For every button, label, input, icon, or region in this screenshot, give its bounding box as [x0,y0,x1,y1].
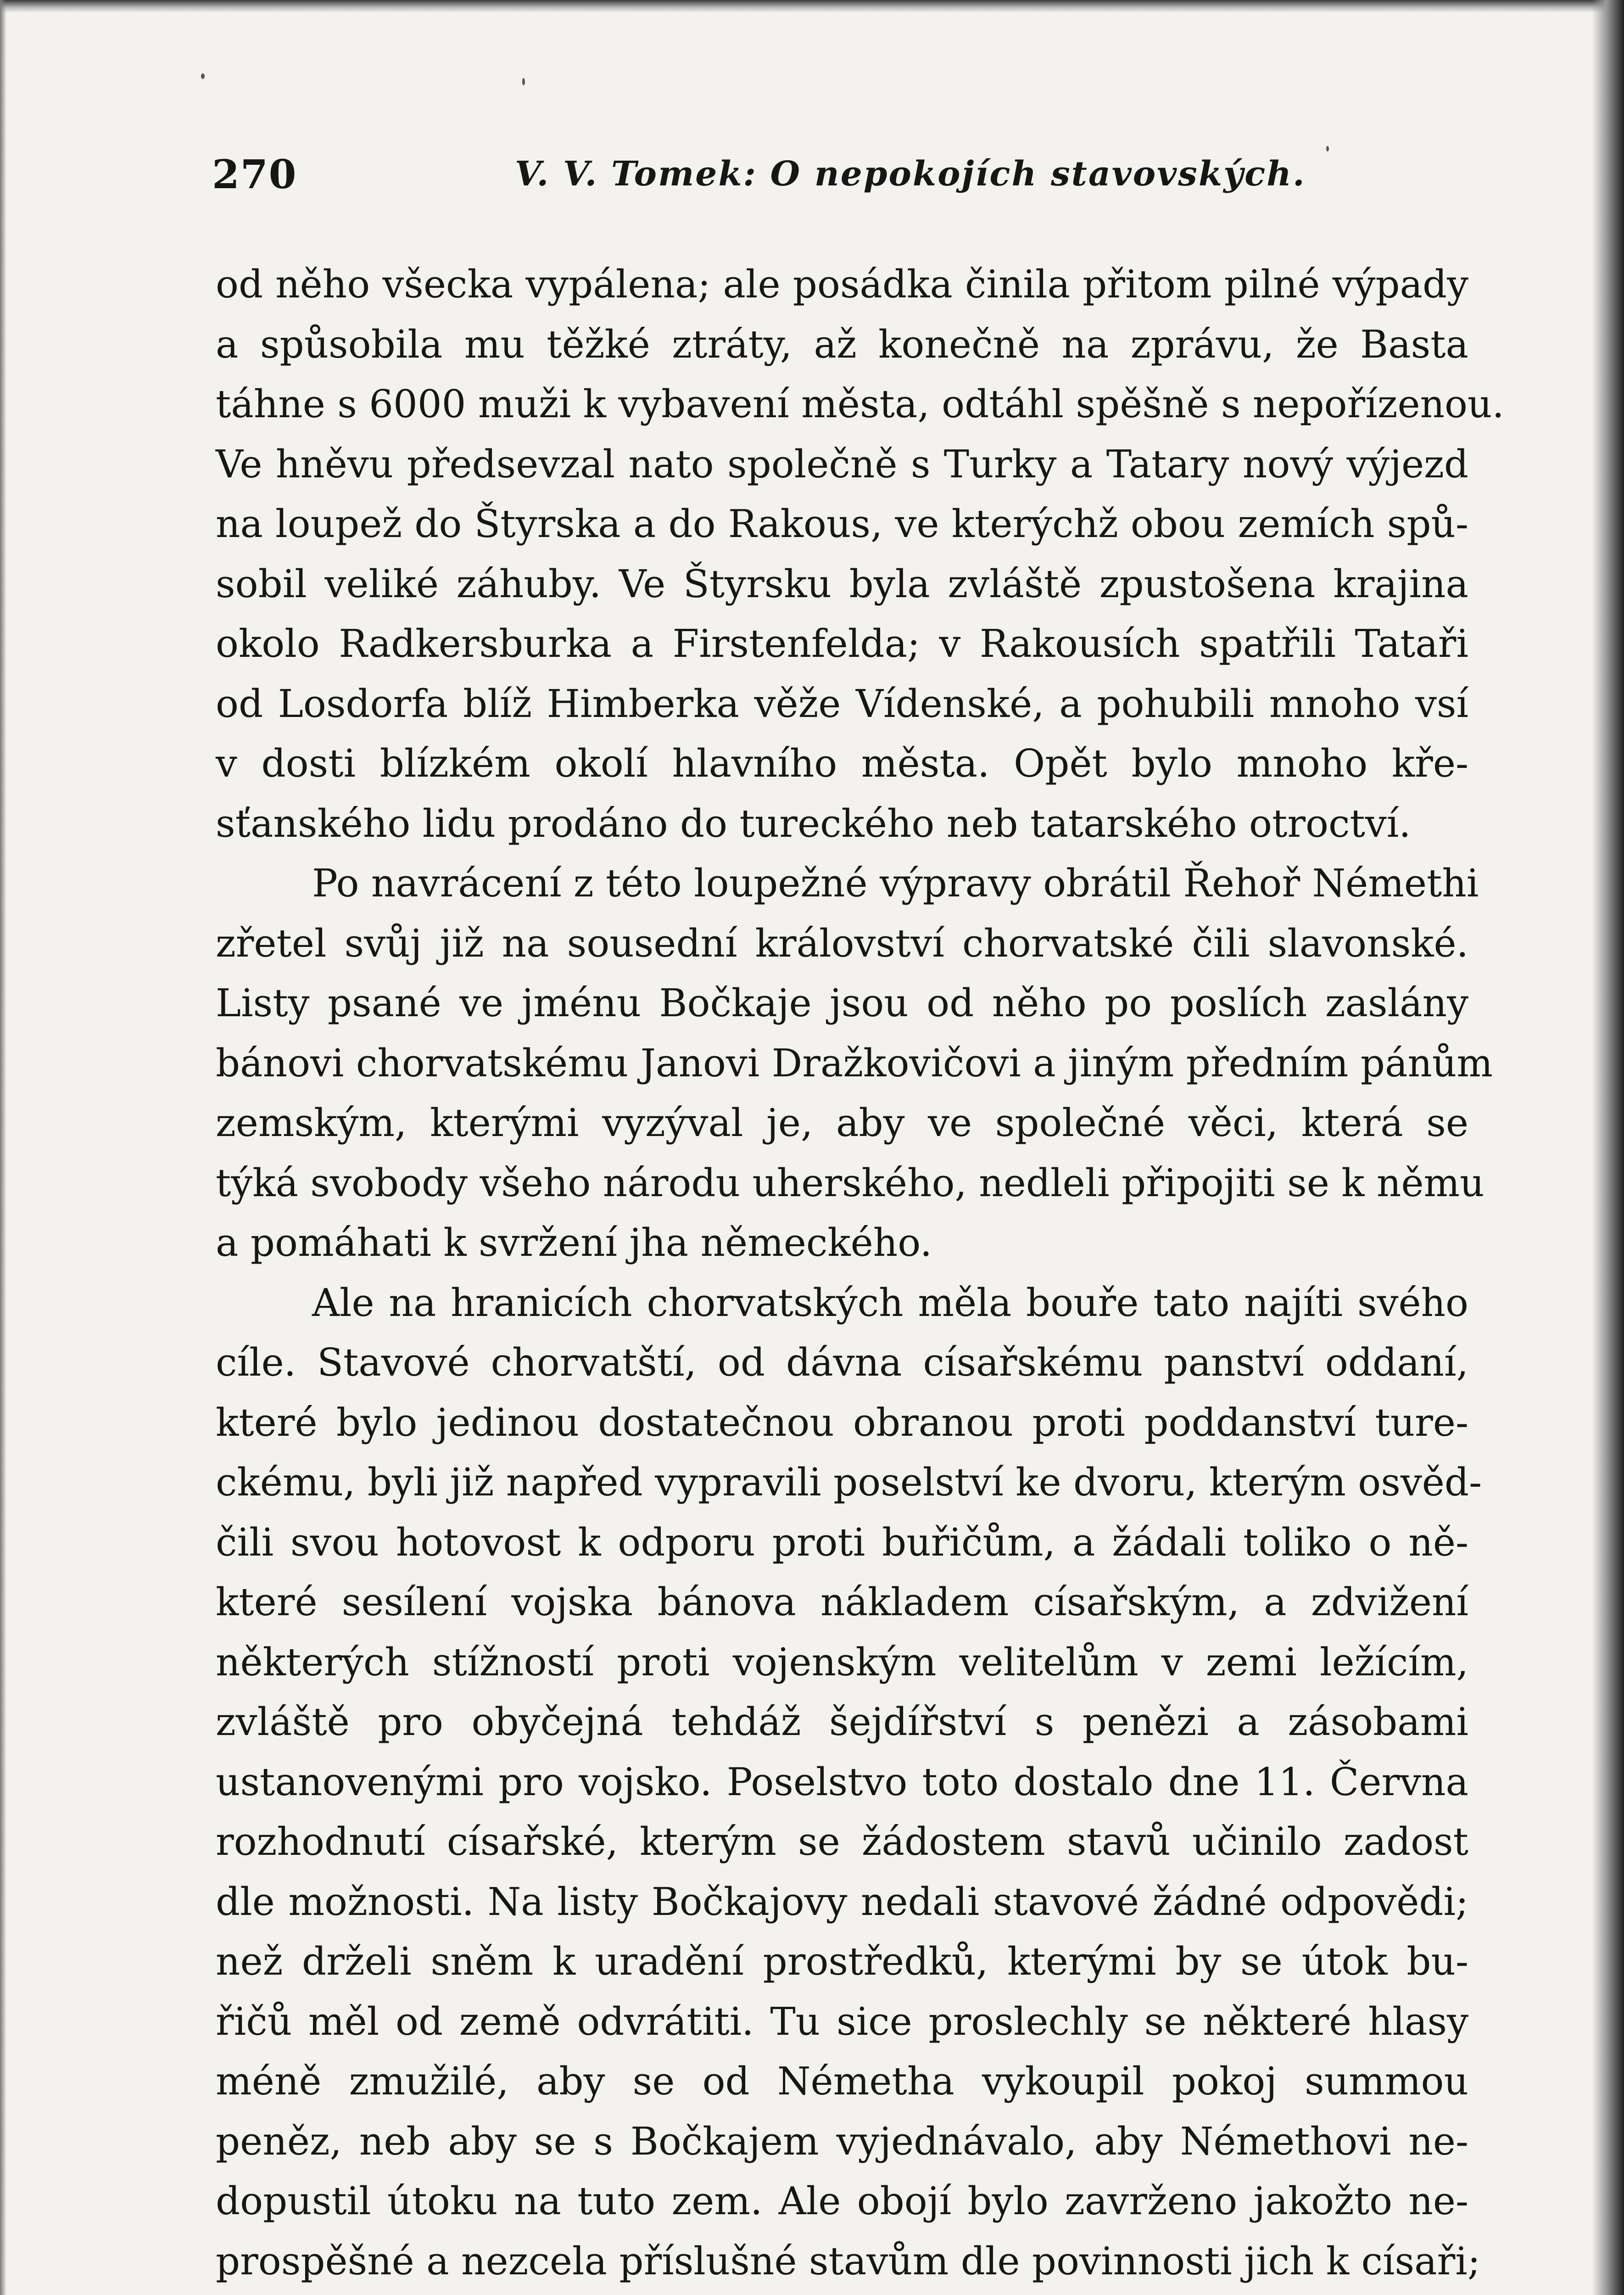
scan-edge-right [1592,0,1624,2295]
text-line: sťanského lidu prodáno do tureckého neb tatarského otroctví. [216,801,1411,846]
text-line: peněz, neb aby se s Bočkajem vyjednávalo, aby Némethovi ne- [216,2119,1468,2164]
text-line: sobil veliké záhuby. Ve Štyrsku byla zvláště zpustošena krajina [216,561,1468,606]
text-line: než drželi sněm k uradění prostředků, kterými by se útok bu- [216,1939,1468,1984]
text-line: řičů měl od země odvrátiti. Tu sice proslechly se některé hlasy [216,1999,1468,2044]
page-header [212,151,1451,207]
text-line: zvláště pro obyčejná tehdáž šejdířství s penězi a zásobami [216,1700,1468,1744]
text-line: které sesílení vojska bánova nákladem císařským, a zdvižení [216,1580,1468,1624]
text-line: prospěšné a nezcela příslušné stavům dle povinnosti jich k císaři; [216,2239,1480,2284]
text-line: zřetel svůj již na sousední království chorvatské čili slavonské. [216,921,1468,966]
text-line: a pomáhati k svržení jha německého. [216,1220,932,1265]
text-line: dle možnosti. Na listy Bočkajovy nedali stavové žádné odpovědi; [216,1879,1468,1924]
text-line [216,2291,1468,2295]
text-line: okolo Radkersburka a Firstenfelda; v Rakousích spatřili Tataři [216,621,1468,666]
text-line: které bylo jedinou dostatečnou obranou proti poddanství ture- [216,1400,1468,1445]
text-line: zemským, kterými vyzýval je, aby ve společné věci, která se [216,1101,1468,1145]
scan-edge-top [0,0,1624,13]
text-line: rozhodnutí císařské, kterým se žádostem stavů učinilo zadost [216,1819,1468,1864]
text-line: týká svobody všeho národu uherského, nedleli připojiti se k němu [216,1160,1484,1205]
body-text [216,255,1504,2295]
scan-speck [522,78,525,85]
text-line: na loupež do Štyrska a do Rakous, ve kterýchž obou zemích spů- [216,502,1468,546]
running-head: V. V. Tomek: O nepokojích stavovských. [515,154,1306,194]
text-line: táhne s 6000 muži k vybavení města, odtáhl spěšně s nepořízenou. [216,382,1504,426]
text-line: dopustil útoku na tuto zem. Ale obojí bylo zavrženo jakožto ne- [216,2179,1468,2223]
text-line: od něho všecka vypálena; ale posádka činila přitom pilné výpady [216,262,1468,307]
scan-speck [1326,146,1329,151]
scan-edge-left [0,0,6,2295]
text-line: Po navrácení z této loupežné výpravy obrátil Řehoř Némethi [312,861,1479,906]
text-line: cíle. Stavové chorvatští, od dávna císařskému panství oddaní, [216,1340,1468,1385]
text-line: Ale na hranicích chorvatských měla bouře tato najíti svého [312,1280,1468,1325]
text-line: ustanovenými pro vojsko. Poselstvo toto dostalo dne 11. Června [216,1759,1468,1804]
text-line: méně zmužilé, aby se od Németha vykoupil pokoj summou [216,2059,1468,2104]
page-number: 270 [212,151,297,198]
text-line: a spůsobila mu těžké ztráty, až konečně na zprávu, že Basta [216,322,1468,367]
text-line: bánovi chorvatskému Janovi Dražkovičovi a jiným předním pánům [216,1041,1493,1086]
scan-speck [201,73,205,79]
text-line: v dosti blízkém okolí hlavního města. Opět bylo mnoho kře- [216,741,1468,786]
text-line: Listy psané ve jménu Bočkaje jsou od něho po poslích zaslány [216,981,1468,1025]
text-line: ckému, byli již napřed vypravili poselství ke dvoru, kterým osvěd- [216,1460,1482,1505]
text-line: Ve hněvu předsevzal nato společně s Turky a Tatary nový výjezd [216,442,1468,487]
text-line: čili svou hotovost k odporu proti buřičům, a žádali toliko o ně- [216,1520,1468,1565]
text-line: od Losdorfa blíž Himberka věže Vídenské, a pohubili mnoho vsí [216,681,1468,726]
text-line: některých stížností proti vojenským velitelům v zemi ležícím, [216,1640,1468,1685]
